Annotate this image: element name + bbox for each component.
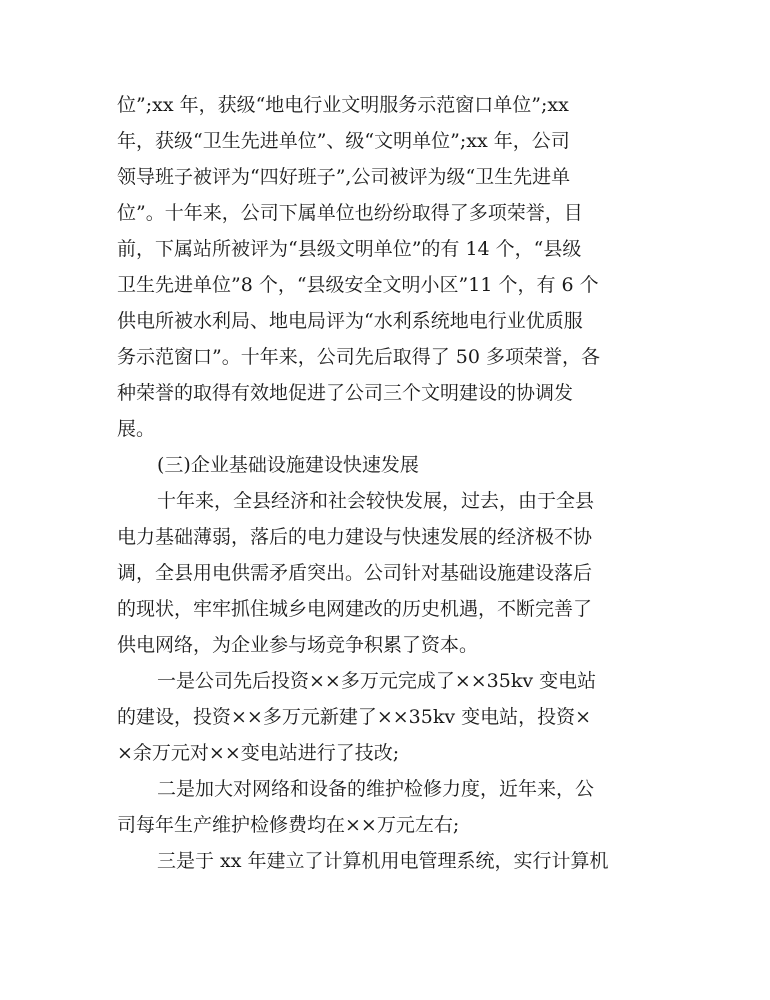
text-line: 一是公司先后投资××多万元完成了××35kv 变电站 [157, 670, 597, 692]
text-line: 务示范窗口”。十年来，公司先后取得了 50 多项荣誉，各 [117, 346, 600, 368]
text-line: 调，全县用电供需矛盾突出。公司针对基础设施建设落后 [117, 562, 593, 584]
text-line: 电力基础薄弱，落后的电力建设与快速发展的经济极不协 [117, 526, 593, 548]
text-line: 位”;xx 年，获级“地电行业文明服务示范窗口单位”;xx [117, 94, 569, 116]
body-text [117, 87, 657, 879]
text-line: 供电网络，为企业参与场竞争积累了资本。 [117, 634, 479, 656]
text-line: 二是加大对网络和设备的维护检修力度，近年来，公 [157, 778, 595, 800]
text-line: 种荣誉的取得有效地促进了公司三个文明建设的协调发 [117, 382, 574, 404]
text-line: 前，下属站所被评为“县级文明单位”的有 14 个，“县级 [117, 238, 582, 260]
text-line: 供电所被水利局、地电局评为“水利系统地电行业优质服 [117, 310, 583, 332]
text-line: 领导班子被评为“四好班子”,公司被评为级“卫生先进单 [117, 166, 571, 188]
text-line: 司每年生产维护检修费均在××万元左右; [117, 814, 460, 836]
text-line: (三)企业基础设施建设快速发展 [157, 454, 419, 476]
text-line: ×余万元对××变电站进行了技改; [117, 742, 400, 764]
text-line: 三是于 xx 年建立了计算机用电管理系统，实行计算机 [157, 850, 609, 872]
text-line: 的现状，牢牢抓住城乡电网建改的历史机遇，不断完善了 [117, 598, 593, 620]
text-line: 的建设，投资××多万元新建了××35kv 变电站，投资× [117, 706, 592, 728]
text-line: 展。 [117, 418, 156, 440]
text-line: 位”。十年来，公司下属单位也纷纷取得了多项荣誉，目 [117, 202, 583, 224]
text-line: 十年来，全县经济和社会较快发展，过去，由于全县 [157, 490, 595, 512]
text-line: 卫生先进单位”8 个，“县级安全文明小区”11 个，有 6 个 [117, 274, 599, 296]
text-line: 年，获级“卫生先进单位”、级“文明单位”;xx 年，公司 [117, 130, 570, 152]
